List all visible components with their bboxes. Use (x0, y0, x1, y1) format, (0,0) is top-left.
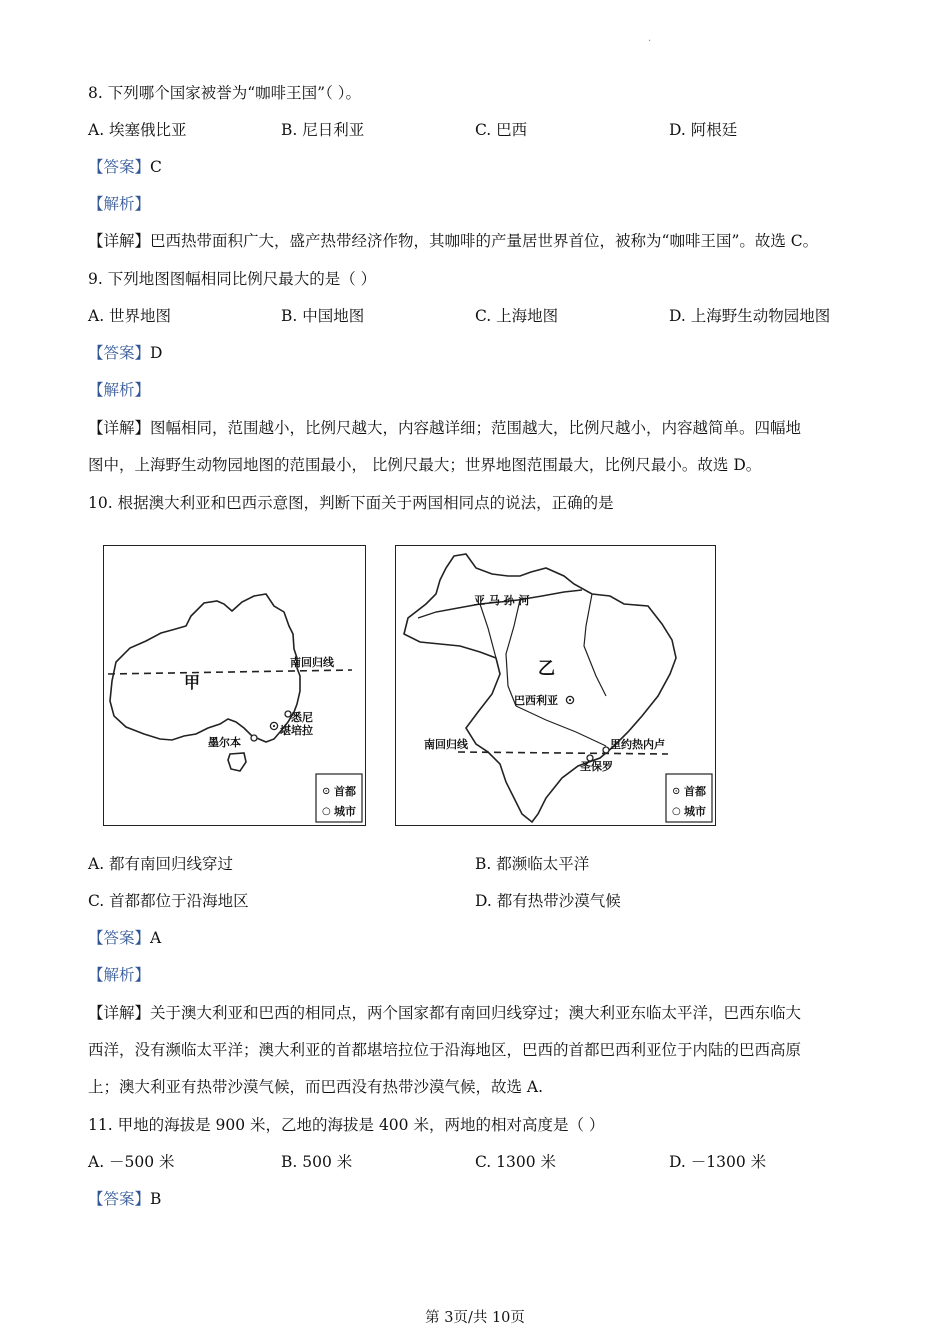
q11-option-c: C. 1300 米 (475, 1153, 557, 1171)
answer-tag: 【答案】 (88, 158, 151, 176)
detail-tag: 【详解】 (88, 419, 151, 437)
detail-text: 图幅相同，范围越小，比例尺越大，内容越详细；范围越大，比例尺越小，内容越简单。四幅地 (150, 419, 802, 437)
city-label-saopaulo: 圣保罗 (580, 760, 613, 773)
city-label-canberra: 堪培拉 (280, 724, 313, 737)
q10-detail-line-3: 上；澳大利亚有热带沙漠气候，而巴西没有热带沙漠气候，故选 A. (88, 1078, 544, 1096)
answer-value: A (150, 929, 162, 947)
region-boundary-central (506, 600, 520, 706)
region-label-jia: 甲 (184, 673, 201, 692)
rio-city-marker (603, 747, 609, 753)
answer-value: C (150, 158, 162, 176)
city-label-melbourne: 墨尔本 (208, 736, 241, 749)
q11-option-a: A. －500 米 (88, 1153, 175, 1171)
legend-city-label: 城市 (334, 805, 356, 818)
q10-answer (88, 928, 161, 948)
q10-option-d: D. 都有热带沙漠气候 (475, 892, 621, 910)
q11-answer (88, 1189, 161, 1209)
legend-city-symbol: ○ (672, 806, 681, 817)
q10-option-c: C. 首都都位于沿海地区 (88, 892, 249, 910)
brazil-outline (404, 554, 676, 822)
detail-tag: 【详解】 (88, 1004, 151, 1022)
answer-value: D (150, 344, 163, 362)
melbourne-city-marker (251, 735, 257, 741)
australia-map-drawing (104, 546, 365, 825)
q8-analysis-tag: 【解析】 (88, 195, 151, 213)
city-label-sydney: 悉尼 (291, 711, 313, 724)
q11-question: 11. 甲地的海拔是 900 米，乙地的海拔是 400 米，两地的相对高度是（ ） (88, 1116, 605, 1134)
legend-city-label: 城市 (684, 805, 706, 818)
detail-text: 关于澳大利亚和巴西的相同点，两个国家都有南回归线穿过；澳大利亚东临太平洋，巴西东临大 (150, 1004, 802, 1022)
q10-detail-line-1 (88, 1003, 801, 1023)
q8-answer (88, 157, 162, 177)
q10-detail-line-2: 西洋，没有濒临太平洋；澳大利亚的首都堪培拉位于沿海地区，巴西的首都巴西利亚位于内陆的巴西高原 (88, 1041, 802, 1059)
tasmania-outline (228, 753, 246, 771)
q8-option-b: B. 尼日利亚 (281, 121, 365, 139)
brazil-map (395, 545, 716, 826)
q8-option-a: A. 埃塞俄比亚 (88, 121, 187, 139)
page-footer: 第 3页/共 10页 (425, 1310, 525, 1326)
q9-option-c: C. 上海地图 (475, 307, 559, 325)
detail-text: 巴西热带面积广大，盛产热带经济作物，其咖啡的产量居世界首位，被称为“咖啡王国”。故选 C。 (150, 232, 819, 250)
legend-capital-symbol: ⊙ (322, 786, 331, 797)
answer-tag: 【答案】 (88, 344, 151, 362)
australia-map (103, 545, 366, 826)
q9-detail-line-1 (88, 418, 801, 438)
q11-option-b: B. 500 米 (281, 1153, 353, 1171)
answer-tag: 【答案】 (88, 1190, 151, 1208)
tropic-label-left: 南回归线 (290, 656, 334, 669)
q9-option-d: D. 上海野生动物园地图 (669, 307, 831, 325)
legend-city-symbol: ○ (322, 806, 331, 817)
brazil-map-drawing (396, 546, 715, 825)
legend-capital-symbol: ⊙ (672, 786, 681, 797)
q8-option-d: D. 阿根廷 (669, 121, 738, 139)
q9-detail-line-2: 图中，上海野生动物园地图的范围最小， 比例尺最大；世界地图范围最大，比例尺最小。故选 D。 (88, 456, 762, 474)
q11-option-d: D. －1300 米 (669, 1153, 767, 1171)
capital-label-brasilia: 巴西利亚 (514, 694, 558, 707)
q10-analysis-tag: 【解析】 (88, 966, 151, 984)
river-label-amazon: 亚 马 孙 河 (474, 594, 530, 607)
q9-analysis-tag: 【解析】 (88, 381, 151, 399)
q10-option-a: A. 都有南回归线穿过 (88, 855, 234, 873)
legend-capital-label: 首都 (334, 785, 356, 798)
answer-value: B (150, 1190, 162, 1208)
page-dot: · (648, 36, 652, 47)
q9-option-b: B. 中国地图 (281, 307, 365, 325)
australia-outline (110, 594, 300, 742)
city-label-rio: 里约热内卢 (610, 738, 665, 751)
q10-option-b: B. 都濒临太平洋 (475, 855, 590, 873)
answer-tag: 【答案】 (88, 929, 151, 947)
q8-option-c: C. 巴西 (475, 121, 528, 139)
q9-question: 9. 下列地图图幅相同比例尺最大的是（ ） (88, 270, 377, 288)
region-boundary-south (516, 706, 606, 746)
region-boundary-northeast (584, 594, 606, 696)
region-boundary-north (480, 604, 496, 658)
tropic-line-left (108, 670, 352, 674)
q8-question: 8. 下列哪个国家被誉为“咖啡王国”（ ）。 (88, 84, 361, 102)
region-label-yi: 乙 (538, 659, 555, 679)
legend-capital-label: 首都 (684, 785, 706, 798)
q10-question: 10. 根据澳大利亚和巴西示意图，判断下面关于两国相同点的说法，正确的是 (88, 494, 614, 512)
q9-option-a: A. 世界地图 (88, 307, 172, 325)
tropic-label-right: 南回归线 (424, 738, 468, 751)
detail-tag: 【详解】 (88, 232, 151, 250)
q8-detail (88, 231, 818, 251)
q9-answer (88, 343, 162, 363)
